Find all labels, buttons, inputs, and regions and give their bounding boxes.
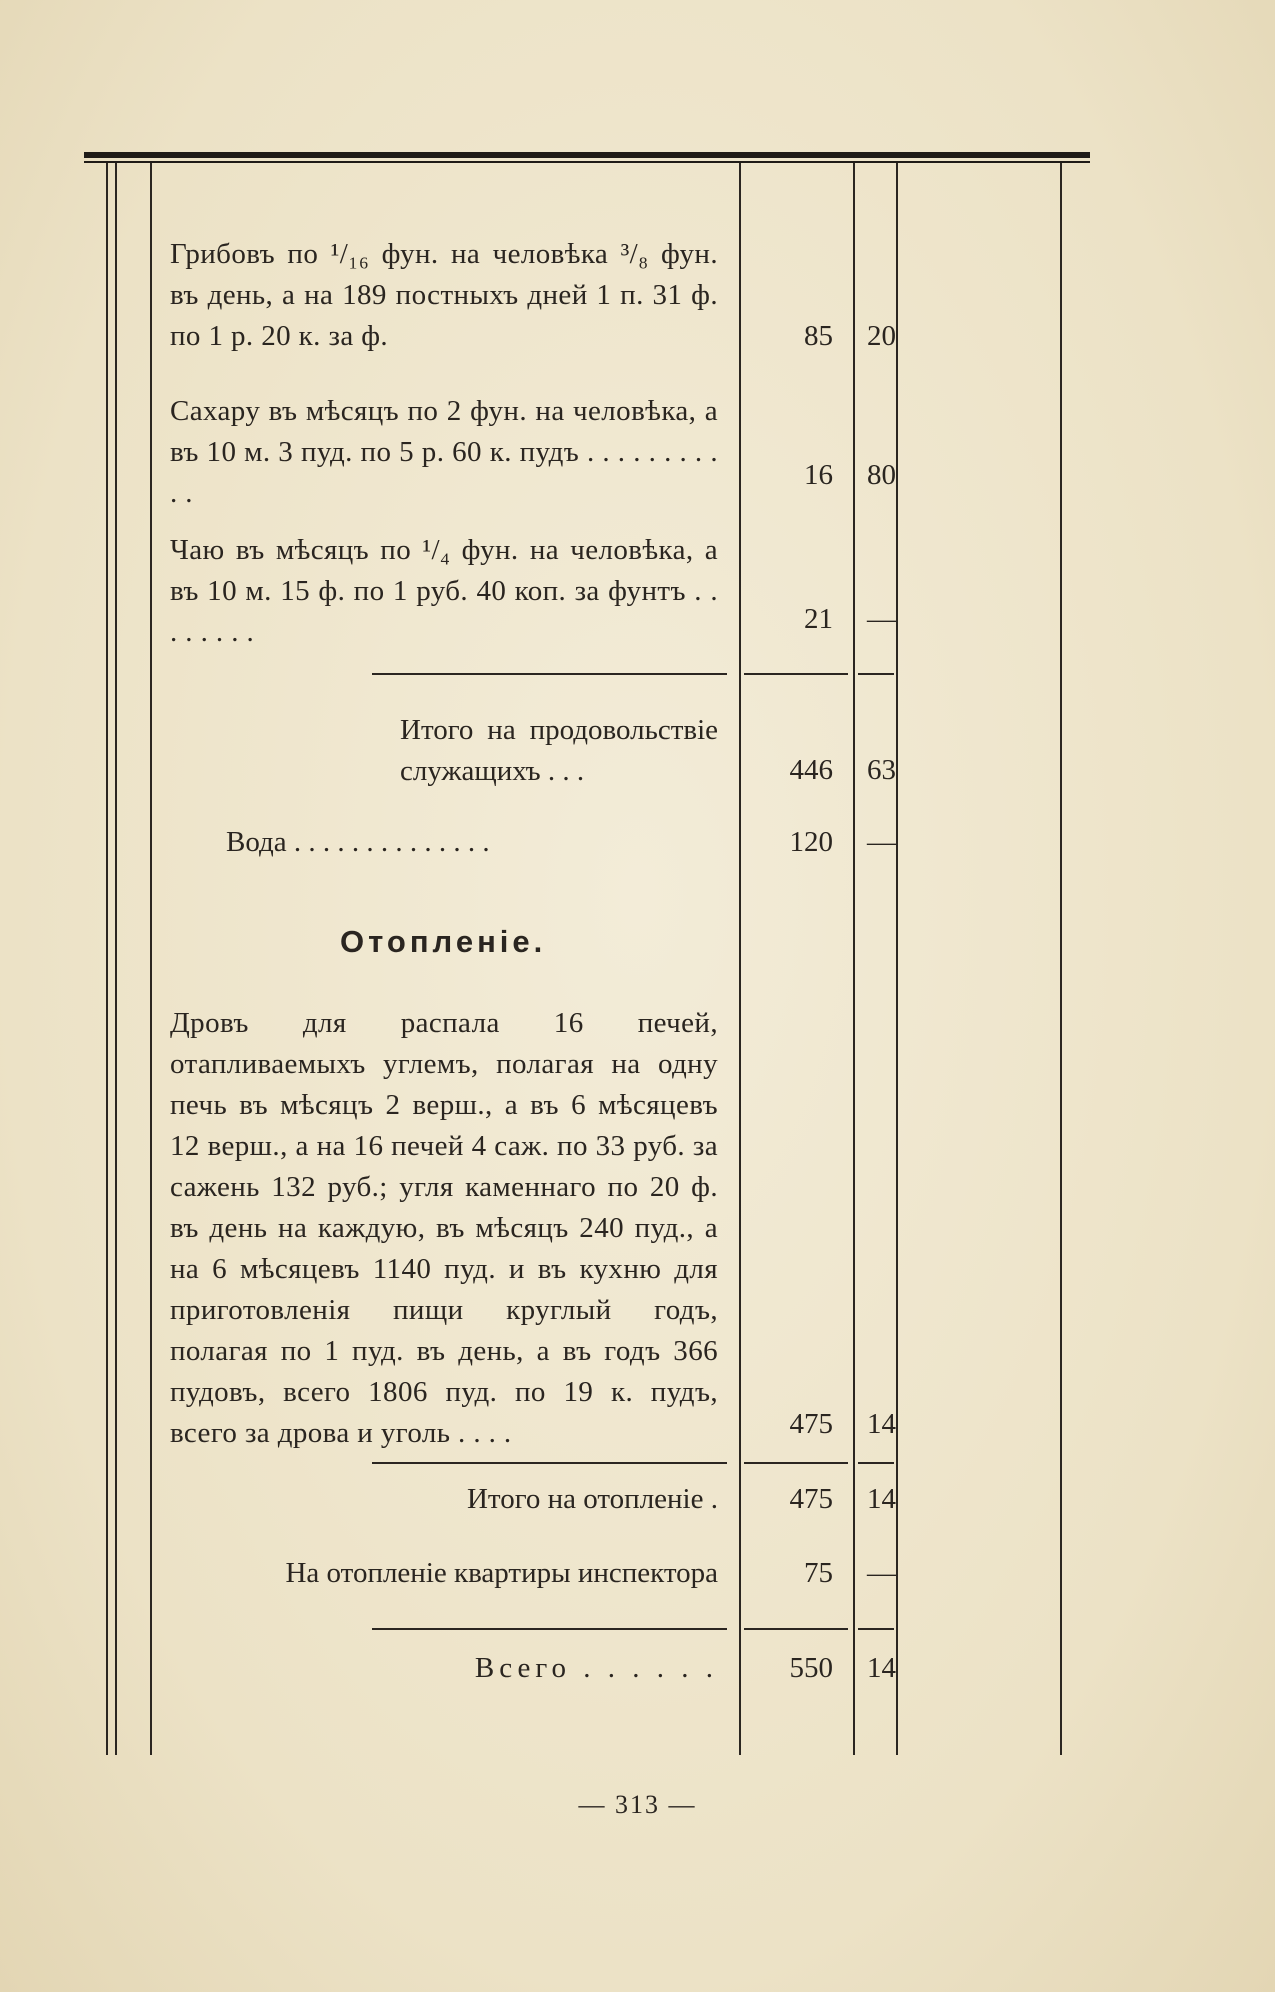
entry-firewood-kop: 14	[867, 1408, 896, 1440]
grand-total-kop: 14	[867, 1652, 896, 1684]
entry-mushrooms-rub: 85	[804, 320, 833, 352]
water-rub: 120	[789, 826, 833, 858]
column-line-kop-right	[896, 163, 898, 1755]
subtotal-rule-kop	[858, 673, 894, 675]
water-kop: —	[867, 826, 896, 858]
column-line-right	[1060, 163, 1062, 1755]
total-heating-kop: 14	[867, 1483, 896, 1515]
column-line-left-outer	[106, 163, 108, 1755]
entry-tea-text: Чаю въ мѣсяцъ по ¹/₄ фун. на человѣка, а въ 10 м. 15 ф. по 1 руб. 40 коп. за фунтъ . . . . . . . .	[170, 534, 718, 648]
heating-rule-rub	[744, 1462, 848, 1464]
inspector-heating-kop: —	[867, 1557, 896, 1589]
top-rule	[84, 152, 1090, 158]
entry-mushrooms-kop: 20	[867, 320, 896, 352]
subtotal-rule-rub	[744, 673, 848, 675]
top-rule-thin	[84, 161, 1090, 163]
entry-mushrooms-text: Грибовъ по ¹/₁₆ фун. на человѣка ³/₈ фун. въ день, а на 189 постныхъ дней 1 п. 31 ф. по 1 р. 20 к. за ф.	[170, 238, 718, 352]
total-food-kop: 63	[867, 754, 896, 786]
grand-rule-text	[372, 1628, 727, 1630]
heating-rule-kop	[858, 1462, 894, 1464]
column-line-left-inner	[115, 163, 117, 1755]
section-heading: Отопленіе.	[340, 924, 547, 959]
entry-tea-rub: 21	[804, 603, 833, 635]
subtotal-rule-text	[372, 673, 727, 675]
total-food-text: Итого на продовольствіе служащихъ . . .	[400, 714, 718, 787]
heating-rule-text	[372, 1462, 727, 1464]
grand-rule-kop	[858, 1628, 894, 1630]
entry-sugar-text: Сахару въ мѣсяцъ по 2 фун. на человѣка, а въ 10 м. 3 пуд. по 5 р. 60 к. пудъ . . . . . . . . . . .	[170, 395, 718, 509]
total-heating-text: Итого на отопленіе .	[466, 1483, 718, 1515]
entry-sugar-kop: 80	[867, 459, 896, 491]
grand-rule-rub	[744, 1628, 848, 1630]
grand-total-text: Всего . . . . . .	[474, 1652, 718, 1684]
total-food-rub: 446	[789, 754, 833, 786]
entry-sugar-rub: 16	[804, 459, 833, 491]
grand-total-rub: 550	[789, 1652, 833, 1684]
entry-firewood-text: Дровъ для распала 16 печей, отапливаемыхъ углемъ, полагая на одну печь въ мѣсяцъ 2 верш., а въ 6 мѣсяцевъ 12 верш., а на 16 печей 4 саж. по 33 руб. за сажень 132 руб.; угля каменнаго по 20 ф. въ день на каждую, въ мѣсяцъ 240 пуд., а на 6 мѣсяцевъ 1140 пуд. и въ кухню для приготовленія пищи круглый годъ, полагая по 1 пуд. въ день, а въ годъ 366 пудовъ, всего 1806 пуд. по 19 к. пудъ, всего за дрова и уголь . . . .	[170, 1007, 718, 1449]
column-line-kop-left	[853, 163, 855, 1755]
entry-tea-kop: —	[867, 603, 896, 635]
page-number: — 313 —	[578, 1790, 697, 1819]
entry-firewood-rub: 475	[789, 1408, 833, 1440]
total-heating-rub: 475	[789, 1483, 833, 1515]
inspector-heating-text: На отопленіе квартиры инспектора	[285, 1557, 718, 1589]
column-line-text-left	[150, 163, 152, 1755]
inspector-heating-rub: 75	[804, 1557, 833, 1589]
column-line-rub-left	[739, 163, 741, 1755]
water-text: Вода . . . . . . . . . . . . . .	[226, 826, 490, 858]
